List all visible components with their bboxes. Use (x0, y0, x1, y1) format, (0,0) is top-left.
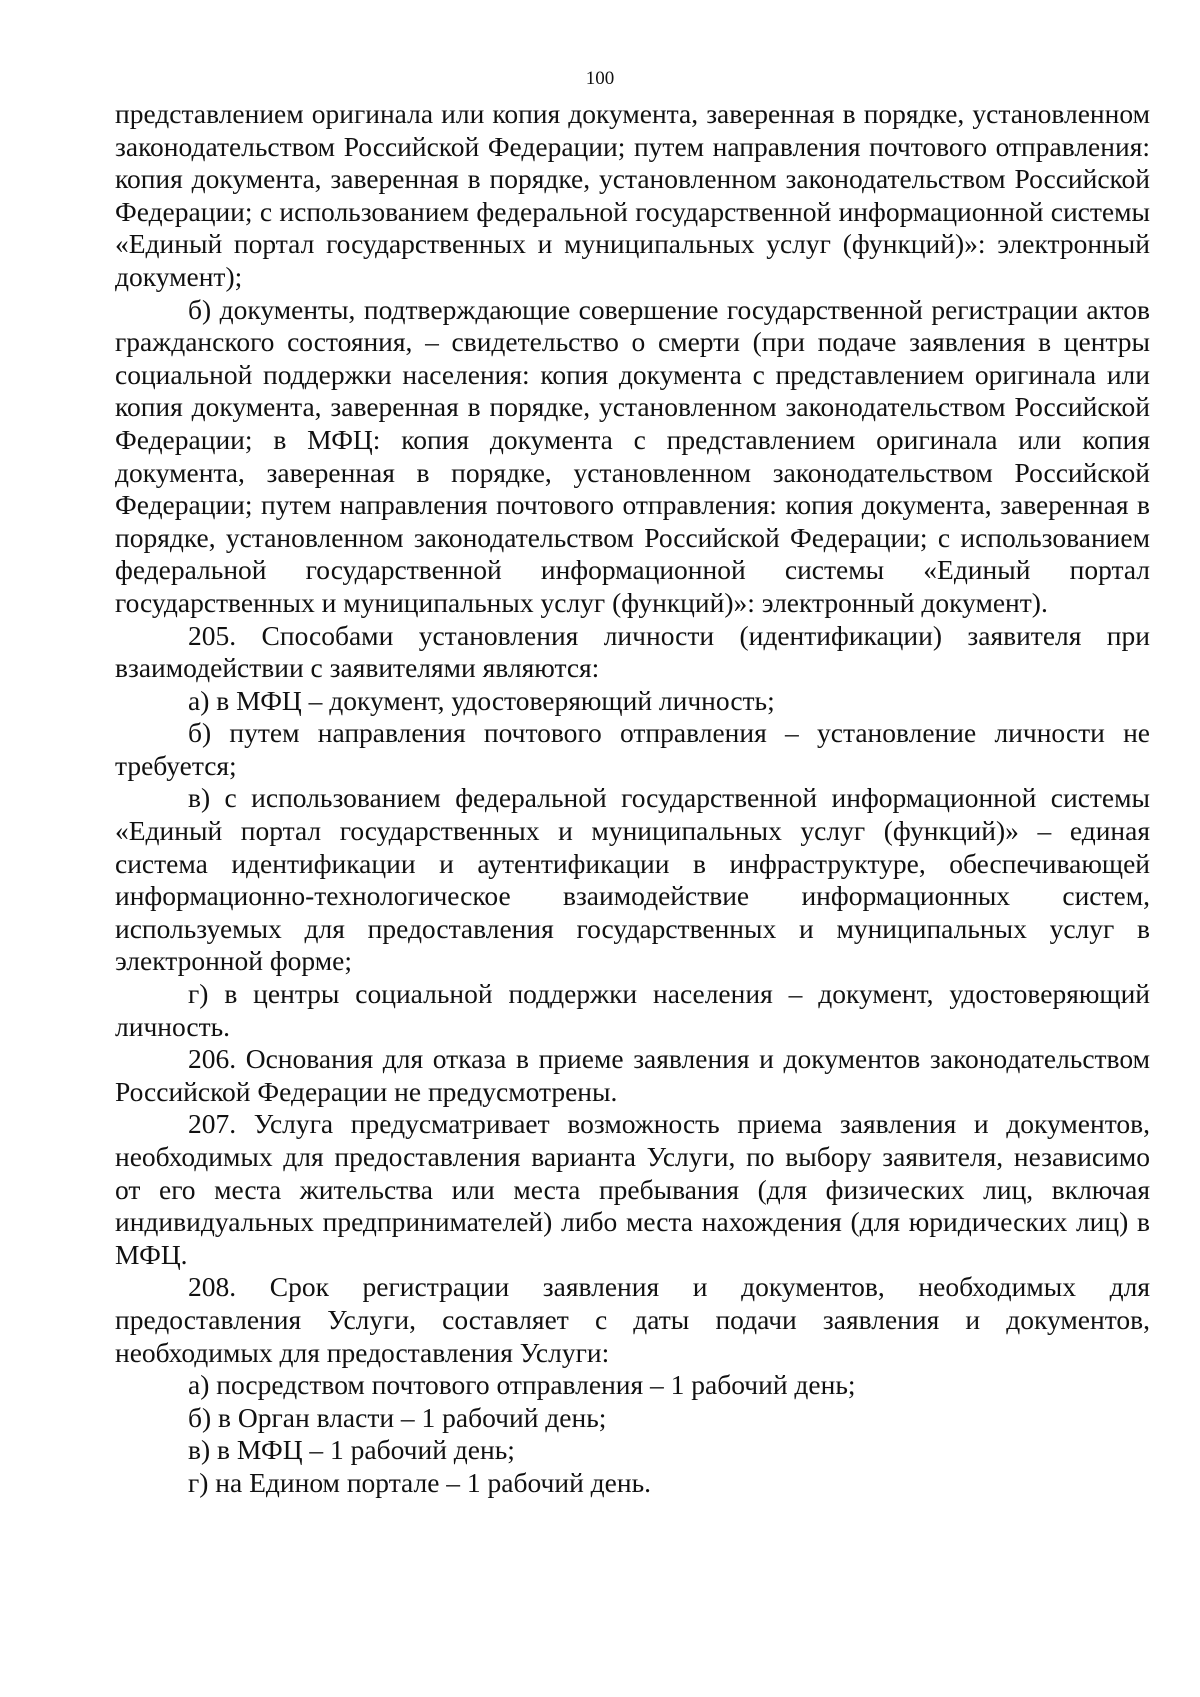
list-item-205-b: б) путем направления почтового отправления – установление личности не требуется; (115, 717, 1150, 781)
page-number: 100 (585, 68, 615, 89)
paragraph-continuation: представлением оригинала или копия документа, заверенная в порядке, установленном законодательством Российской Федерации; путем направления почтового отправления: копия документа, заверенная в порядке, установленном законодательством Российской Федерации; с использованием федеральной государственной информационной системы «Единый портал государственных и муниципальных услуг (функций)»: электронный документ); (115, 98, 1150, 292)
list-item-208-a: а) посредством почтового отправления – 1 рабочий день; (188, 1369, 856, 1401)
list-item-205-a: а) в МФЦ – документ, удостоверяющий личность; (188, 684, 775, 716)
list-item-208-b: б) в Орган власти – 1 рабочий день; (188, 1401, 607, 1433)
paragraph-205: 205. Способами установления личности (идентификации) заявителя при взаимодействии с заявителями являются: (115, 619, 1150, 684)
list-item-205-g: г) в центры социальной поддержки населения – документ, удостоверяющий личность. (115, 978, 1150, 1042)
list-item-205-v: в) с использованием федеральной государственной информационной системы «Единый портал государственных и муниципальных услуг (функций)» – единая система идентификации и аутентификации в инфраструктуре, обеспечивающей информационно-технологическое взаимодействие информационных систем, используемых для предоставления государственных и муниципальных услуг в электронной форме; (115, 782, 1150, 977)
document-body (115, 98, 1150, 1500)
paragraph-206: 206. Основания для отказа в приеме заявления и документов законодательством Российской Федерации не предусмотрены. (115, 1043, 1150, 1107)
list-item-208-g: г) на Едином портале – 1 рабочий день. (188, 1466, 652, 1498)
list-item-208-v: в) в МФЦ – 1 рабочий день; (188, 1434, 515, 1466)
paragraph-207: 207. Услуга предусматривает возможность приема заявления и документов, необходимых для предоставления варианта Услуги, по выбору заявителя, независимо от его места жительства или места пребывания (для физических лиц, включая индивидуальных предпринимателей) либо места нахождения (для юридических лиц) в МФЦ. (115, 1108, 1150, 1270)
list-item-b-death-certificate: б) документы, подтверждающие совершение государственной регистрации актов гражданского состояния, – свидетельство о смерти (при подаче заявления в центры социальной поддержки населения: копия документа с представлением оригинала или копия документа, заверенная в порядке, установленном законодательством Российской Федерации; в МФЦ: копия документа с представлением оригинала или копия документа, заверенная в порядке, установленном законодательством Российской Федерации; путем направления почтового отправления: копия документа, заверенная в порядке, установленном законодательством Российской Федерации; с использованием федеральной государственной информационной системы «Единый портал государственных и муниципальных услуг (функций)»: электронный документ). (115, 293, 1150, 618)
paragraph-208: 208. Срок регистрации заявления и документов, необходимых для предоставления Услуги, составляет с даты подачи заявления и документов, необходимых для предоставления Услуги: (115, 1271, 1150, 1368)
